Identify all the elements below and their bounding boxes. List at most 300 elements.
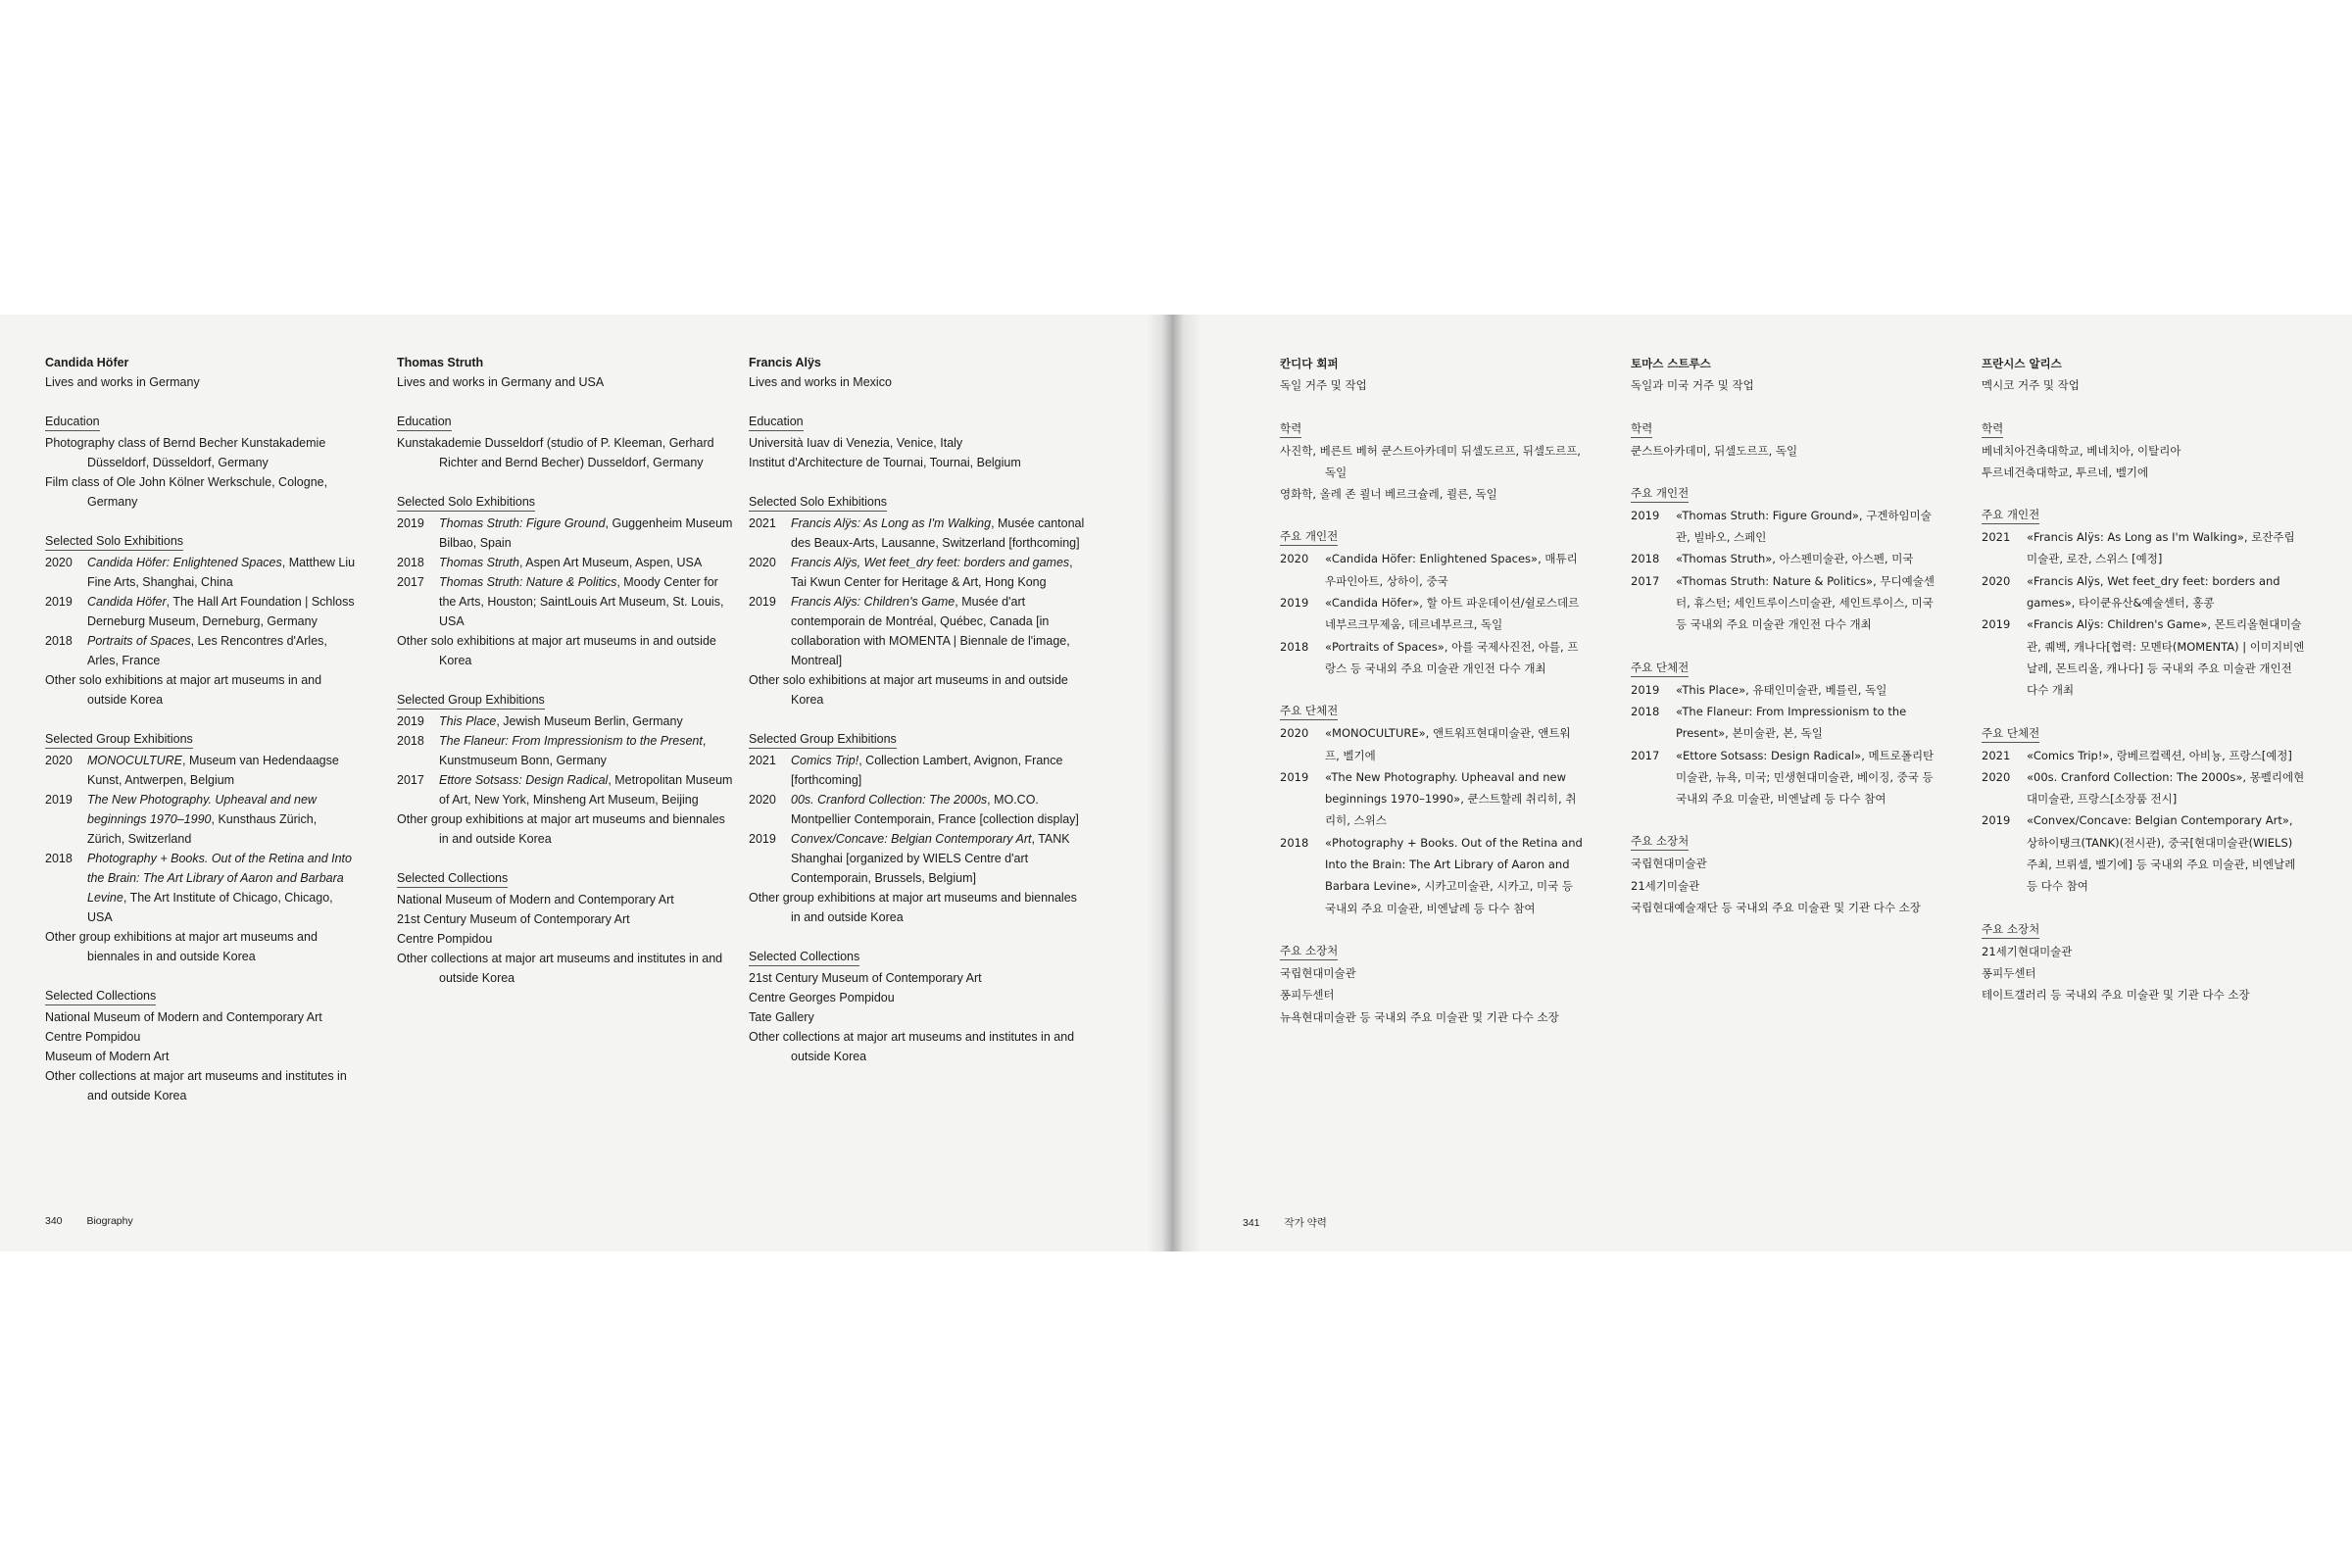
entry-detail: «Francis Alÿs, Wet feet_dry feet: borders and games», 타이쿤유산&예술센터, 홍콩 bbox=[2027, 573, 2280, 611]
work-title: Francis Alÿs: As Long as I'm Walking bbox=[791, 516, 992, 530]
entry-text bbox=[1325, 766, 1584, 832]
bio-section bbox=[749, 729, 1087, 927]
bio-entry bbox=[1631, 701, 1935, 745]
entry-detail: , Kunsthaus Zürich, Zürich, Switzerland bbox=[87, 812, 318, 846]
section-heading: Selected Group Exhibitions bbox=[397, 692, 545, 710]
section-heading: Selected Collections bbox=[45, 988, 156, 1005]
entry-text bbox=[1325, 636, 1584, 680]
bio-entry bbox=[1280, 962, 1584, 984]
section-heading: 주요 소장처 bbox=[1631, 833, 1689, 851]
korean-biography-column-3 bbox=[1982, 353, 2305, 1006]
entry-text bbox=[1325, 722, 1584, 766]
bio-entry bbox=[397, 770, 735, 809]
entry-text bbox=[791, 829, 1087, 888]
entry-year: 2018 bbox=[45, 634, 73, 648]
bio-entry bbox=[45, 631, 357, 670]
entry-detail: , Moody Center for the Arts, Houston; SaintLouis Art Museum, St. Louis, USA bbox=[439, 575, 724, 628]
artist-name: 토마스 스트루스 bbox=[1631, 357, 1711, 370]
entry-detail: Tate Gallery bbox=[749, 1010, 814, 1024]
entry-year: 2019 bbox=[1982, 617, 2011, 632]
entry-detail: Centre Pompidou bbox=[45, 1030, 141, 1044]
entry-detail: «Candida Höfer: Enlightened Spaces», 매튜리우파인아트, 상하이, 중국 bbox=[1325, 552, 1578, 588]
work-title: This Place bbox=[439, 714, 497, 728]
bio-entry bbox=[45, 1007, 357, 1027]
bio-section bbox=[1280, 525, 1584, 679]
entry-text bbox=[1676, 505, 1935, 549]
bio-entry bbox=[1631, 897, 1935, 918]
biography-column-2 bbox=[397, 353, 735, 988]
entry-detail: , Collection Lambert, Avignon, France [forthcoming] bbox=[791, 754, 1063, 787]
entry-detail: , Metropolitan Museum of Art, New York, Minsheng Art Museum, Beijing bbox=[439, 773, 733, 807]
entry-text bbox=[791, 790, 1087, 829]
entry-detail: 퐁피두센터 bbox=[1280, 988, 1335, 1003]
entry-text bbox=[1676, 745, 1935, 810]
bio-section bbox=[397, 492, 735, 670]
entry-text bbox=[87, 849, 357, 927]
entry-detail: «Candida Höfer», 할 아트 파운데이션/쉴로스데르네부르크무제움, 데르네부르크, 독일 bbox=[1325, 596, 1580, 632]
bio-entry bbox=[749, 829, 1087, 888]
entry-detail: 21세기미술관 bbox=[1631, 878, 1700, 893]
bio-section bbox=[45, 412, 357, 512]
bio-entry bbox=[749, 553, 1087, 592]
entry-year: 2019 bbox=[1280, 769, 1309, 784]
entry-detail: Film class of Ole John Kölner Werkschule, Cologne, Germany bbox=[45, 475, 328, 509]
bio-entry bbox=[1982, 984, 2305, 1005]
bio-entry bbox=[749, 433, 1087, 453]
entry-year: 2018 bbox=[1280, 639, 1309, 654]
section-heading: 주요 개인전 bbox=[1631, 485, 1689, 503]
bio-entry bbox=[1280, 548, 1584, 592]
entry-detail: Institut d'Architecture de Tournai, Tournai, Belgium bbox=[749, 456, 1021, 469]
work-title: MONOCULTURE bbox=[87, 754, 182, 767]
entry-detail: «MONOCULTURE», 앤트워프현대미술관, 앤트워프, 벨기에 bbox=[1325, 726, 1571, 762]
bio-entry bbox=[1982, 440, 2305, 462]
bio-entry bbox=[749, 670, 1087, 710]
entry-detail: , Guggenheim Museum Bilbao, Spain bbox=[439, 516, 733, 550]
entry-detail: 21st Century Museum of Contemporary Art bbox=[397, 912, 630, 926]
bio-section bbox=[397, 868, 735, 988]
bio-entry bbox=[1631, 548, 1935, 569]
left-page bbox=[0, 315, 1172, 1251]
entry-detail: Centre Pompidou bbox=[397, 932, 493, 946]
entry-text bbox=[87, 592, 357, 631]
artist-residence: Lives and works in Mexico bbox=[749, 375, 892, 389]
entry-detail: National Museum of Modern and Contemporary Art bbox=[45, 1010, 322, 1024]
entry-detail: Kunstakademie Dusseldorf (studio of P. Kleeman, Gerhard Richter and Bernd Becher) Dusseldorf, Germany bbox=[397, 436, 714, 469]
entry-year: 2020 bbox=[45, 754, 73, 767]
bio-entry bbox=[1631, 440, 1935, 462]
entry-year: 2018 bbox=[1280, 835, 1309, 850]
bio-section bbox=[1280, 700, 1584, 919]
entry-detail: National Museum of Modern and Contemporary Art bbox=[397, 893, 674, 906]
entry-detail: , Matthew Liu Fine Arts, Shanghai, China bbox=[87, 556, 356, 589]
artist-name: Francis Alÿs bbox=[749, 356, 821, 369]
entry-detail: «This Place», 유태인미술관, 베를린, 독일 bbox=[1676, 682, 1887, 697]
section-heading: Selected Group Exhibitions bbox=[45, 731, 193, 749]
gutter-shadow-right bbox=[1172, 315, 1201, 1251]
book-spread bbox=[0, 315, 2352, 1251]
bio-entry bbox=[1982, 462, 2305, 483]
work-title: Ettore Sotsass: Design Radical bbox=[439, 773, 609, 787]
entry-detail: «Francis Alÿs: As Long as I'm Walking», 로잔주립미술관, 로잔, 스위스 [예정] bbox=[2027, 530, 2295, 566]
work-title: Thomas Struth bbox=[439, 556, 519, 569]
section-heading: Selected Solo Exhibitions bbox=[749, 494, 887, 512]
entry-year: 2019 bbox=[45, 595, 73, 609]
entry-text bbox=[1676, 679, 1935, 701]
entry-detail: «The New Photography. Upheaval and new beginnings 1970–1990», 쿤스트할레 취리히, 취리히, 스위스 bbox=[1325, 769, 1577, 828]
entry-year: 2021 bbox=[1982, 530, 2011, 545]
bio-section bbox=[749, 947, 1087, 1066]
bio-entry bbox=[397, 890, 735, 909]
entry-text bbox=[1325, 832, 1584, 919]
section-heading: 주요 단체전 bbox=[1982, 725, 2039, 743]
entry-detail: «Portraits of Spaces», 아를 국제사진전, 아를, 프랑스 등 국내외 주요 미술관 개인전 다수 개최 bbox=[1325, 639, 1579, 675]
bio-entry bbox=[45, 927, 357, 966]
bio-entry bbox=[397, 929, 735, 949]
bio-section bbox=[45, 986, 357, 1105]
bio-entry bbox=[1280, 832, 1584, 919]
entry-detail: 국립현대예술재단 등 국내외 주요 미술관 및 기관 다수 소장 bbox=[1631, 901, 1921, 915]
bio-entry bbox=[1280, 1006, 1584, 1028]
entry-text bbox=[1676, 548, 1935, 569]
work-title: Francis Alÿs: Children's Game bbox=[791, 595, 956, 609]
entry-text bbox=[2027, 745, 2305, 766]
entry-text bbox=[439, 731, 735, 770]
work-title: Francis Alÿs, Wet feet_dry feet: borders and games bbox=[791, 556, 1070, 569]
entry-year: 2020 bbox=[1982, 573, 2011, 588]
bio-entry bbox=[45, 433, 357, 472]
entry-detail: Other collections at major art museums and institutes in and outside Korea bbox=[397, 952, 723, 985]
entry-detail: 21st Century Museum of Contemporary Art bbox=[749, 971, 982, 985]
bio-entry bbox=[749, 1007, 1087, 1027]
bio-entry bbox=[749, 592, 1087, 670]
bio-entry bbox=[1280, 483, 1584, 505]
entry-detail: Other solo exhibitions at major art museums in and outside Korea bbox=[749, 673, 1068, 707]
work-title: Thomas Struth: Figure Ground bbox=[439, 516, 606, 530]
artist-residence: Lives and works in Germany and USA bbox=[397, 375, 605, 389]
bio-entry bbox=[397, 631, 735, 670]
entry-detail: «Comics Trip!», 랑베르컬렉션, 아비뇽, 프랑스[예정] bbox=[2027, 748, 2292, 762]
work-title: The New Photography. Upheaval and new beginnings 1970–1990 bbox=[87, 793, 317, 826]
bio-entry bbox=[397, 809, 735, 849]
bio-entry bbox=[1982, 809, 2305, 897]
entry-detail: 국립현대미술관 bbox=[1280, 965, 1356, 980]
entry-detail: , Jewish Museum Berlin, Germany bbox=[496, 714, 683, 728]
bio-section bbox=[1982, 722, 2305, 898]
entry-detail: , MO.CO. Montpellier Contemporain, France [collection display] bbox=[791, 793, 1079, 826]
bio-entry bbox=[45, 751, 357, 790]
entry-text bbox=[791, 553, 1087, 592]
entry-detail: «00s. Cranford Collection: The 2000s», 몽펠리에현대미술관, 프랑스[소장품 전시] bbox=[2027, 769, 2305, 807]
entry-detail: , TANK Shanghai [organized by WIELS Centre d'art Contemporain, Brussels, Belgium] bbox=[791, 832, 1070, 885]
bio-section bbox=[45, 729, 357, 966]
entry-text bbox=[439, 514, 735, 553]
entry-detail: «Convex/Concave: Belgian Contemporary Art», 상하이탱크(TANK)(전시관), 중국[현대미술관(WIELS) 주최, 브뤼셀, 벨기에] 등 국내외 주요 미술관, 비엔날레 등 다수 참여 bbox=[2027, 813, 2296, 894]
bio-entry bbox=[1631, 505, 1935, 549]
bio-entry bbox=[1280, 766, 1584, 832]
section-heading: 학력 bbox=[1631, 420, 1652, 438]
entry-year: 2021 bbox=[749, 754, 776, 767]
entry-detail: «Photography + Books. Out of the Retina and Into the Brain: The Art Library of Aaron and Barbara Levine», 시카고미술관, 시카고, 미국 등 국내외 주요 미술관, 비엔날레 등 다수 참여 bbox=[1325, 835, 1583, 915]
entry-detail: Other collections at major art museums and institutes in and outside Korea bbox=[749, 1030, 1075, 1063]
bio-entry bbox=[397, 572, 735, 631]
entry-year: 2019 bbox=[1631, 682, 1660, 697]
entry-text bbox=[791, 592, 1087, 670]
bio-entry bbox=[45, 670, 357, 710]
entry-detail: Centre Georges Pompidou bbox=[749, 991, 895, 1004]
entry-detail: , The Art Institute of Chicago, Chicago, USA bbox=[87, 891, 333, 924]
bio-entry bbox=[1280, 984, 1584, 1005]
bio-entry bbox=[45, 472, 357, 512]
entry-year: 2018 bbox=[1631, 704, 1660, 718]
entry-text bbox=[1676, 570, 1935, 636]
work-title: The Flaneur: From Impressionism to the Present bbox=[439, 734, 703, 748]
bio-section bbox=[397, 690, 735, 849]
entry-detail: Università Iuav di Venezia, Venice, Italy bbox=[749, 436, 963, 450]
bio-entry bbox=[45, 1027, 357, 1047]
right-page bbox=[1172, 315, 2352, 1251]
entry-detail: , Tai Kwun Center for Heritage & Art, Hong Kong bbox=[791, 556, 1073, 589]
bio-entry bbox=[397, 711, 735, 731]
entry-detail: , Aspen Art Museum, Aspen, USA bbox=[518, 556, 703, 569]
bio-entry bbox=[397, 433, 735, 472]
entry-detail: 뉴욕현대미술관 등 국내외 주요 미술관 및 기관 다수 소장 bbox=[1280, 1009, 1559, 1024]
bio-entry bbox=[749, 888, 1087, 927]
entry-year: 2017 bbox=[1631, 573, 1660, 588]
entry-detail: «Thomas Struth: Nature & Politics», 무디예술센터, 휴스턴; 세인트루이스미술관, 세인트루이스, 미국 등 국내외 주요 미술관 개인전 다수 개최 bbox=[1676, 573, 1935, 632]
bio-entry bbox=[749, 1027, 1087, 1066]
entry-year: 2019 bbox=[45, 793, 73, 807]
artist-name: Thomas Struth bbox=[397, 356, 484, 369]
entry-detail: 사진학, 베른트 베허 쿤스트아카데미 뒤셀도르프, 뒤셀도르프, 독일 bbox=[1280, 443, 1581, 479]
work-title: Thomas Struth: Nature & Politics bbox=[439, 575, 617, 589]
entry-year: 2020 bbox=[749, 793, 776, 807]
entry-year: 2021 bbox=[749, 516, 776, 530]
entry-detail: Other group exhibitions at major art museums and biennales in and outside Korea bbox=[749, 891, 1077, 924]
entry-text bbox=[1325, 592, 1584, 636]
bio-entry bbox=[397, 553, 735, 572]
entry-year: 2019 bbox=[397, 714, 424, 728]
entry-text bbox=[87, 790, 357, 849]
bio-section bbox=[397, 412, 735, 472]
bio-entry bbox=[45, 790, 357, 849]
section-heading: Education bbox=[397, 414, 452, 431]
running-title: 작가 약력 bbox=[1284, 1217, 1327, 1229]
entry-text bbox=[2027, 766, 2305, 810]
entry-year: 2018 bbox=[1631, 552, 1660, 566]
entry-detail: , Museum van Hedendaagse Kunst, Antwerpen, Belgium bbox=[87, 754, 339, 787]
section-heading: 학력 bbox=[1280, 420, 1301, 438]
entry-detail: , Les Rencontres d'Arles, Arles, France bbox=[87, 634, 327, 667]
entry-detail: Other group exhibitions at major art museums and biennales in and outside Korea bbox=[45, 930, 318, 963]
entry-text bbox=[2027, 613, 2305, 701]
entry-year: 2019 bbox=[1280, 596, 1309, 611]
bio-entry bbox=[45, 592, 357, 631]
entry-detail: 테이트갤러리 등 국내외 주요 미술관 및 기관 다수 소장 bbox=[1982, 988, 2250, 1003]
bio-entry bbox=[1982, 745, 2305, 766]
entry-year: 2017 bbox=[397, 773, 424, 787]
entry-detail: «Thomas Struth: Figure Ground», 구겐하임미술관, 빌바오, 스페인 bbox=[1676, 508, 1932, 545]
section-heading: 주요 개인전 bbox=[1982, 507, 2039, 524]
section-heading: 주요 소장처 bbox=[1280, 943, 1338, 960]
entry-detail: Other solo exhibitions at major art museums in and outside Korea bbox=[397, 634, 716, 667]
korean-biography-column-1 bbox=[1280, 353, 1584, 1028]
entry-detail: Photography class of Bernd Becher Kunstakademie Düsseldorf, Düsseldorf, Germany bbox=[45, 436, 326, 469]
entry-detail: 쿤스트아카데미, 뒤셀도르프, 독일 bbox=[1631, 443, 1798, 458]
bio-entry bbox=[1982, 570, 2305, 614]
bio-section bbox=[1280, 417, 1584, 506]
entry-year: 2021 bbox=[1982, 748, 2011, 762]
bio-entry bbox=[397, 949, 735, 988]
running-title: Biography bbox=[86, 1215, 133, 1227]
work-title: Portraits of Spaces bbox=[87, 634, 191, 648]
section-heading: Education bbox=[749, 414, 804, 431]
bio-entry bbox=[1982, 766, 2305, 810]
entry-detail: , The Hall Art Foundation | Schloss Derneburg Museum, Derneburg, Germany bbox=[87, 595, 355, 628]
biography-column-3 bbox=[749, 353, 1087, 1066]
work-title: Photography + Books. Out of the Retina and Into the Brain: The Art Library of Aaron and Barbara Levine bbox=[87, 852, 352, 905]
bio-entry bbox=[749, 968, 1087, 988]
bio-entry bbox=[749, 988, 1087, 1007]
entry-detail: 투르네건축대학교, 투르네, 벨기에 bbox=[1982, 465, 2149, 479]
bio-entry bbox=[45, 553, 357, 592]
bio-entry bbox=[1631, 875, 1935, 897]
right-folio bbox=[1243, 1215, 1327, 1230]
entry-detail: «Ettore Sotsass: Design Radical», 메트로폴리탄미술관, 뉴욕, 미국; 민생현대미술관, 베이징, 중국 등 국내외 주요 미술관, 비엔날레 등 다수 참여 bbox=[1676, 748, 1935, 807]
artist-residence: 멕시코 거주 및 작업 bbox=[1982, 378, 2080, 393]
entry-year: 2018 bbox=[397, 734, 424, 748]
work-title: Candida Höfer: Enlightened Spaces bbox=[87, 556, 282, 569]
section-heading: Selected Solo Exhibitions bbox=[397, 494, 535, 512]
entry-year: 2020 bbox=[749, 556, 776, 569]
work-title: 00s. Cranford Collection: The 2000s bbox=[791, 793, 988, 807]
bio-entry bbox=[1631, 853, 1935, 874]
entry-text bbox=[1676, 701, 1935, 745]
entry-detail: «Thomas Struth», 아스펜미술관, 아스펜, 미국 bbox=[1676, 552, 1914, 566]
bio-section bbox=[1631, 830, 1935, 918]
entry-detail: 국립현대미술관 bbox=[1631, 857, 1707, 871]
artist-residence: 독일과 미국 거주 및 작업 bbox=[1631, 378, 1754, 393]
entry-text bbox=[439, 711, 735, 731]
bio-entry bbox=[397, 731, 735, 770]
section-heading: 주요 개인전 bbox=[1280, 528, 1338, 546]
bio-section bbox=[1631, 482, 1935, 636]
section-heading: 주요 소장처 bbox=[1982, 921, 2039, 939]
bio-entry bbox=[45, 1066, 357, 1105]
bio-entry bbox=[45, 1047, 357, 1066]
entry-detail: Other collections at major art museums and institutes in and outside Korea bbox=[45, 1069, 347, 1102]
entry-text bbox=[87, 553, 357, 592]
section-heading: 학력 bbox=[1982, 420, 2003, 438]
entry-text bbox=[791, 751, 1087, 790]
entry-year: 2018 bbox=[45, 852, 73, 865]
entry-year: 2019 bbox=[749, 832, 776, 846]
bio-entry bbox=[1982, 962, 2305, 984]
section-heading: Selected Group Exhibitions bbox=[749, 731, 897, 749]
page-number: 341 bbox=[1243, 1217, 1260, 1229]
bio-section bbox=[1280, 940, 1584, 1028]
entry-detail: 퐁피두센터 bbox=[1982, 965, 2036, 980]
entry-detail: Other group exhibitions at major art museums and biennales in and outside Korea bbox=[397, 812, 725, 846]
work-title: Candida Höfer bbox=[87, 595, 167, 609]
entry-year: 2020 bbox=[1982, 769, 2011, 784]
entry-detail: , Musée cantonal des Beaux-Arts, Lausanne, Switzerland [forthcoming] bbox=[791, 516, 1085, 550]
bio-entry bbox=[45, 849, 357, 927]
entry-detail: «The Flaneur: From Impressionism to the Present», 본미술관, 본, 독일 bbox=[1676, 704, 1907, 741]
left-folio bbox=[45, 1215, 133, 1227]
section-heading: Selected Collections bbox=[749, 949, 859, 966]
biography-column-1 bbox=[45, 353, 357, 1105]
korean-biography-column-2 bbox=[1631, 353, 1935, 918]
entry-text bbox=[2027, 526, 2305, 570]
entry-year: 2019 bbox=[749, 595, 776, 609]
bio-entry bbox=[1280, 440, 1584, 484]
entry-year: 2020 bbox=[1280, 552, 1309, 566]
bio-section bbox=[1982, 918, 2305, 1006]
bio-entry bbox=[397, 514, 735, 553]
section-heading: 주요 단체전 bbox=[1280, 703, 1338, 720]
bio-entry bbox=[397, 909, 735, 929]
bio-entry bbox=[1631, 679, 1935, 701]
artist-residence: Lives and works in Germany bbox=[45, 375, 200, 389]
entry-text bbox=[87, 751, 357, 790]
section-heading: 주요 단체전 bbox=[1631, 660, 1689, 677]
bio-section bbox=[749, 412, 1087, 472]
bio-entry bbox=[1280, 592, 1584, 636]
section-heading: Education bbox=[45, 414, 100, 431]
entry-detail: Other solo exhibitions at major art museums in and outside Korea bbox=[45, 673, 322, 707]
artist-residence: 독일 거주 및 작업 bbox=[1280, 378, 1367, 393]
entry-text bbox=[439, 572, 735, 631]
entry-year: 2019 bbox=[1631, 508, 1660, 522]
entry-text bbox=[87, 631, 357, 670]
entry-detail: 영화학, 올레 존 쾰너 베르크슐레, 쾰른, 독일 bbox=[1280, 487, 1497, 502]
artist-name: Candida Höfer bbox=[45, 356, 129, 369]
entry-year: 2018 bbox=[397, 556, 424, 569]
bio-entry bbox=[749, 514, 1087, 553]
bio-section bbox=[1631, 657, 1935, 810]
entry-detail: 21세기현대미술관 bbox=[1982, 944, 2073, 958]
bio-entry bbox=[749, 751, 1087, 790]
entry-text bbox=[791, 514, 1087, 553]
bio-section bbox=[1631, 417, 1935, 462]
section-heading: Selected Solo Exhibitions bbox=[45, 533, 183, 551]
bio-entry bbox=[1631, 570, 1935, 636]
bio-section bbox=[1982, 504, 2305, 701]
entry-text bbox=[439, 553, 735, 572]
entry-detail: «Francis Alÿs: Children's Game», 몬트리올현대미술관, 퀘벡, 캐나다[협력: 모멘타(MOMENTA) | 이미지비엔날레, 몬트리올, 캐나다] 등 국내외 주요 미술관 개인전 다수 개최 bbox=[2027, 617, 2305, 698]
entry-detail: , Kunstmuseum Bonn, Germany bbox=[439, 734, 707, 767]
entry-year: 2017 bbox=[397, 575, 424, 589]
bio-section bbox=[1982, 417, 2305, 484]
bio-entry bbox=[1982, 941, 2305, 962]
entry-detail: Museum of Modern Art bbox=[45, 1050, 170, 1063]
entry-text bbox=[439, 770, 735, 809]
entry-year: 2019 bbox=[397, 516, 424, 530]
bio-entry bbox=[1982, 526, 2305, 570]
entry-detail: , Musée d'art contemporain de Montréal, Québec, Canada [in collaboration with MOMENTA | Biennale de l'image, Montreal] bbox=[791, 595, 1070, 667]
entry-text bbox=[1325, 548, 1584, 592]
artist-name: 프란시스 알리스 bbox=[1982, 357, 2062, 370]
gutter-shadow-left bbox=[1147, 315, 1172, 1251]
entry-text bbox=[2027, 809, 2305, 897]
work-title: Convex/Concave: Belgian Contemporary Art bbox=[791, 832, 1032, 846]
bio-entry bbox=[1982, 613, 2305, 701]
bio-entry bbox=[1280, 722, 1584, 766]
entry-year: 2020 bbox=[1280, 726, 1309, 741]
bio-section bbox=[45, 531, 357, 710]
artist-name: 칸디다 회퍼 bbox=[1280, 357, 1339, 370]
